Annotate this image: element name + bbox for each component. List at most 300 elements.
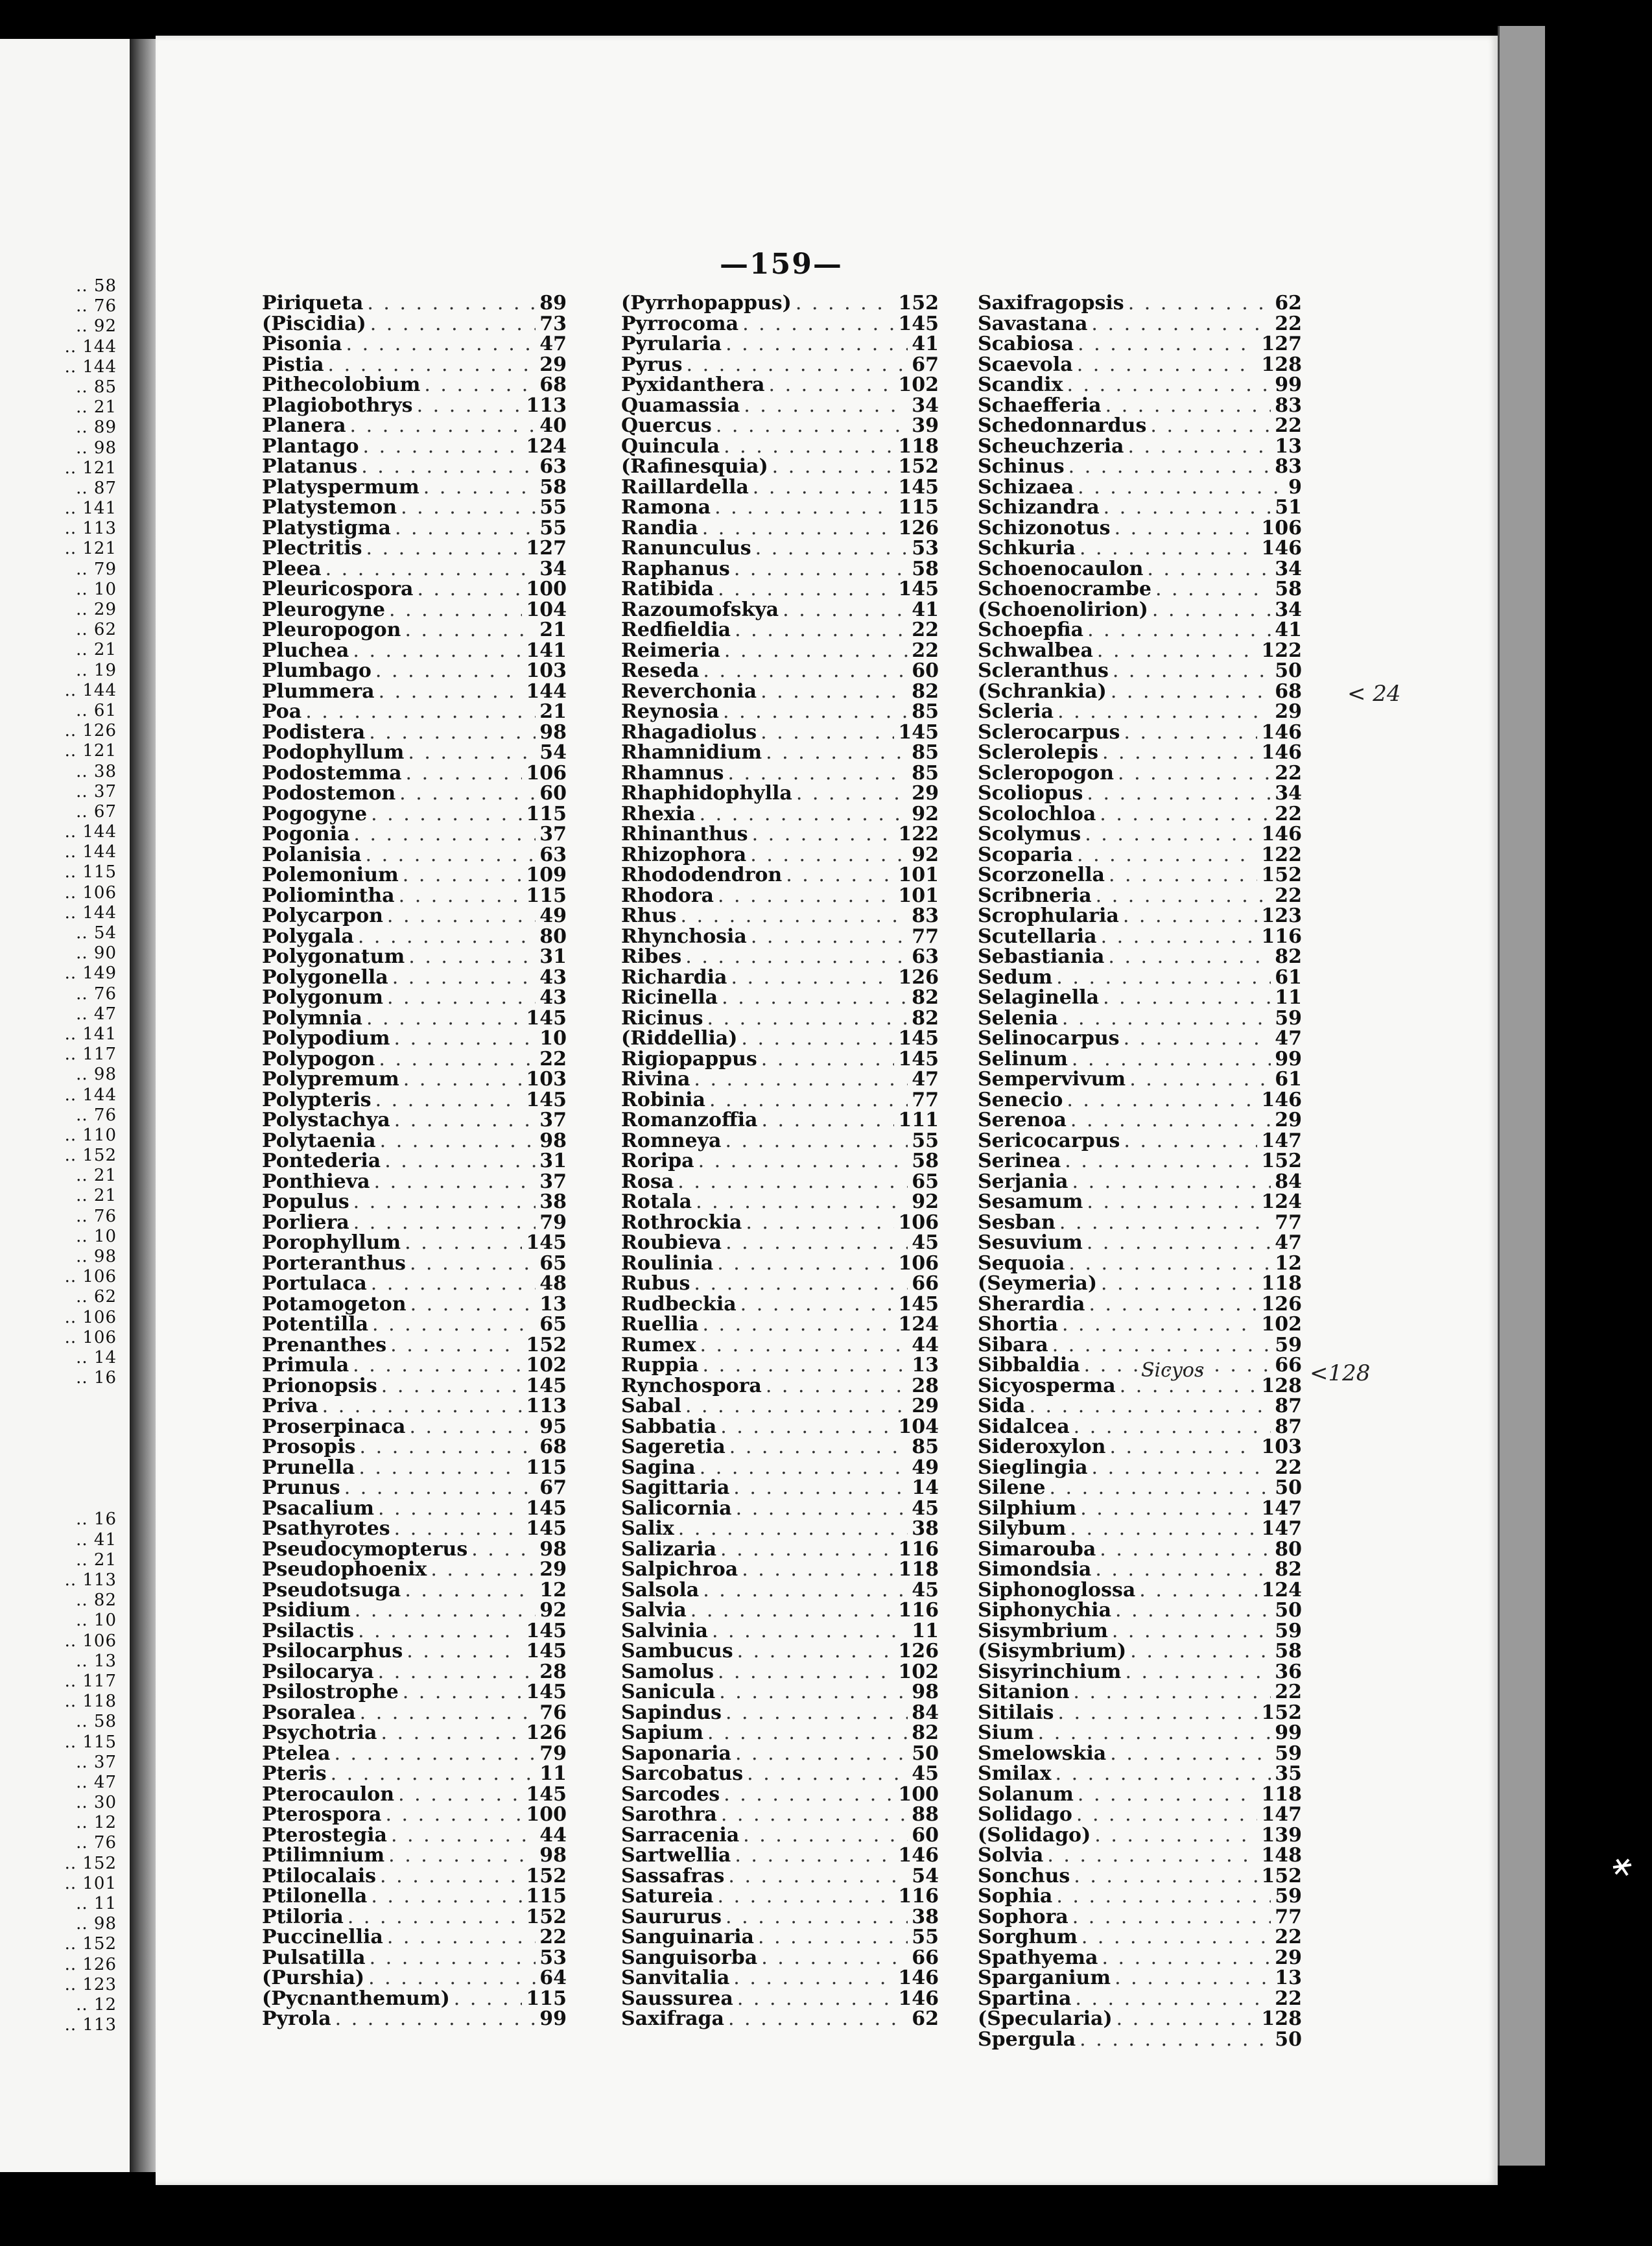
leader-dots bbox=[1078, 334, 1257, 355]
entry-page: 76 bbox=[539, 1701, 567, 1724]
index-entry bbox=[621, 804, 939, 825]
entry-name: Salvia bbox=[621, 1599, 687, 1622]
left-page-number bbox=[6, 1429, 117, 1449]
entry-page: 118 bbox=[898, 1558, 939, 1581]
leader-dots bbox=[379, 1049, 536, 1070]
left-page-number: .. 152 bbox=[64, 1146, 117, 1166]
index-entry bbox=[621, 1478, 939, 1498]
leader-dots bbox=[328, 355, 536, 375]
index-entry bbox=[262, 1008, 567, 1029]
entry-name: Selinocarpus bbox=[978, 1027, 1120, 1050]
leader-dots bbox=[1092, 1458, 1271, 1478]
entry-page: 100 bbox=[526, 1803, 567, 1826]
entry-name: Sesban bbox=[978, 1211, 1056, 1234]
entry-page: 53 bbox=[539, 1946, 567, 1969]
entry-page: 104 bbox=[526, 598, 567, 621]
entry-page: 113 bbox=[526, 394, 567, 417]
entry-page: 145 bbox=[526, 1374, 567, 1397]
entry-name: Priva bbox=[262, 1395, 318, 1417]
left-page-number: .. 21 bbox=[76, 1186, 117, 1206]
entry-page: 147 bbox=[1261, 1129, 1302, 1152]
entry-name: Sium bbox=[978, 1721, 1034, 1744]
leader-dots bbox=[1111, 681, 1271, 702]
entry-name: Salizaria bbox=[621, 1537, 717, 1561]
entry-page: 63 bbox=[539, 843, 567, 866]
index-entry bbox=[262, 1212, 567, 1233]
leader-dots bbox=[737, 1641, 895, 1662]
entry-name: Prionopsis bbox=[262, 1374, 377, 1397]
entry-name: Sidalcea bbox=[978, 1415, 1070, 1438]
leader-dots bbox=[716, 416, 908, 436]
entry-page: 82 bbox=[912, 680, 939, 703]
entry-name: Primula bbox=[262, 1354, 349, 1377]
entry-page: 41 bbox=[1275, 619, 1302, 641]
leader-dots bbox=[678, 1172, 908, 1192]
dust-speck-icon bbox=[1611, 1856, 1634, 1879]
leader-dots bbox=[387, 1927, 536, 1948]
entry-name: Sparganium bbox=[978, 1967, 1111, 1989]
entry-name: Polygonatum bbox=[262, 945, 405, 968]
leader-dots bbox=[1029, 1396, 1271, 1417]
entry-page: 58 bbox=[912, 1150, 939, 1172]
left-page-number: .. 113 bbox=[64, 1570, 117, 1590]
entry-name: Pyrularia bbox=[621, 333, 722, 355]
index-entry bbox=[621, 1131, 939, 1152]
index-entry bbox=[262, 1804, 567, 1825]
entry-name: Reverchonia bbox=[621, 680, 757, 703]
entry-page: 22 bbox=[912, 639, 939, 662]
entry-name: (Specularia) bbox=[978, 2007, 1113, 2030]
entry-name: Plummera bbox=[262, 680, 375, 703]
entry-page: 83 bbox=[1275, 394, 1302, 417]
leader-dots bbox=[346, 334, 536, 355]
leader-dots bbox=[1109, 865, 1257, 886]
entry-name: Sanguisorba bbox=[621, 1946, 758, 1969]
index-entry bbox=[262, 1090, 567, 1111]
leader-dots bbox=[1100, 804, 1271, 825]
index-entry bbox=[978, 1825, 1302, 1846]
entry-name: Spathyema bbox=[978, 1946, 1098, 1969]
entry-name: (Solidago) bbox=[978, 1823, 1091, 1847]
entry-name: Rhizophora bbox=[621, 843, 747, 866]
entry-name: Pseudotsuga bbox=[262, 1578, 401, 1602]
leader-dots bbox=[1049, 1478, 1271, 1498]
entry-name: Sorghum bbox=[978, 1926, 1078, 1948]
entry-page: 66 bbox=[912, 1946, 939, 1969]
entry-page: 99 bbox=[539, 2007, 567, 2030]
entry-name: Razoumofskya bbox=[621, 598, 779, 621]
index-entry bbox=[262, 804, 567, 825]
entry-name: Scoparia bbox=[978, 843, 1073, 866]
entry-page: 29 bbox=[539, 1558, 567, 1581]
leader-dots bbox=[1073, 1682, 1271, 1703]
leader-dots bbox=[1139, 1580, 1257, 1601]
leader-dots bbox=[703, 1580, 908, 1601]
leader-dots bbox=[766, 742, 908, 763]
entry-name: Sassafras bbox=[621, 1864, 725, 1887]
index-entry bbox=[621, 1458, 939, 1478]
leader-dots bbox=[1095, 1559, 1271, 1580]
entry-page: 59 bbox=[1275, 1619, 1302, 1642]
entry-name: Rothrockia bbox=[621, 1211, 742, 1234]
leader-dots bbox=[410, 1253, 536, 1274]
index-entry bbox=[978, 1621, 1302, 1642]
entry-page: 73 bbox=[539, 312, 567, 335]
entry-page: 80 bbox=[539, 925, 567, 948]
entry-page: 62 bbox=[912, 2007, 939, 2030]
leader-dots bbox=[1109, 1437, 1257, 1458]
index-entry bbox=[978, 396, 1302, 416]
index-entry bbox=[621, 1335, 939, 1356]
index-entry bbox=[978, 1641, 1302, 1662]
entry-name: Satureia bbox=[621, 1885, 714, 1908]
index-entry bbox=[621, 396, 939, 416]
entry-page: 146 bbox=[1261, 720, 1302, 744]
leader-dots bbox=[698, 1151, 908, 1172]
leader-dots bbox=[707, 1008, 908, 1029]
index-entry bbox=[262, 702, 567, 722]
entry-page: 47 bbox=[1275, 1027, 1302, 1050]
leader-dots bbox=[761, 681, 908, 702]
entry-page: 102 bbox=[526, 1354, 567, 1377]
index-entry bbox=[621, 1069, 939, 1090]
leader-dots bbox=[1056, 967, 1271, 988]
index-entry bbox=[262, 661, 567, 681]
entry-page: 147 bbox=[1261, 1803, 1302, 1826]
entry-page: 68 bbox=[1275, 680, 1302, 703]
entry-page: 77 bbox=[912, 1088, 939, 1111]
entry-page: 100 bbox=[526, 578, 567, 600]
entry-page: 59 bbox=[1275, 1742, 1302, 1765]
leader-dots bbox=[380, 1131, 536, 1152]
leader-dots bbox=[1105, 396, 1271, 416]
entry-name: Pleuricospora bbox=[262, 578, 414, 600]
leader-dots bbox=[724, 436, 894, 457]
leader-dots bbox=[1078, 1784, 1257, 1805]
index-entry bbox=[978, 416, 1302, 436]
index-entry bbox=[262, 538, 567, 559]
entry-page: 82 bbox=[1275, 1558, 1302, 1581]
index-entry bbox=[621, 927, 939, 947]
index-entry bbox=[262, 436, 567, 457]
entry-name: Salsola bbox=[621, 1578, 700, 1602]
entry-page: 126 bbox=[898, 965, 939, 989]
entry-name: Silphium bbox=[978, 1496, 1077, 1520]
leader-dots bbox=[366, 538, 523, 559]
leader-dots bbox=[786, 865, 894, 886]
index-entry bbox=[978, 742, 1302, 763]
entry-name: Richardia bbox=[621, 965, 727, 989]
entry-page: 145 bbox=[526, 1782, 567, 1806]
entry-name: Sageretia bbox=[621, 1436, 726, 1458]
left-page-number: .. 101 bbox=[64, 1873, 117, 1893]
index-entry bbox=[978, 334, 1302, 355]
index-entry bbox=[978, 579, 1302, 600]
index-entry bbox=[978, 375, 1302, 396]
entry-name: Platystemon bbox=[262, 496, 397, 519]
index-entry bbox=[262, 1723, 567, 1744]
leader-dots bbox=[685, 1396, 908, 1417]
leader-dots bbox=[471, 1539, 536, 1560]
entry-name: Scolochloa bbox=[978, 802, 1096, 825]
entry-name: Polypogon bbox=[262, 1047, 375, 1070]
index-entry bbox=[621, 722, 939, 743]
index-entry bbox=[621, 1090, 939, 1111]
entry-page: 85 bbox=[912, 741, 939, 764]
entry-name: Prunella bbox=[262, 1456, 355, 1479]
index-entry bbox=[262, 1172, 567, 1192]
entry-page: 111 bbox=[898, 1109, 939, 1131]
leader-dots bbox=[722, 987, 908, 1008]
index-entry bbox=[978, 1212, 1302, 1233]
left-page-number: .. 38 bbox=[76, 761, 117, 781]
entry-page: 98 bbox=[539, 1844, 567, 1867]
entry-page: 53 bbox=[912, 537, 939, 560]
entry-name: Porophyllum bbox=[262, 1231, 401, 1254]
leader-dots bbox=[417, 579, 522, 600]
leader-dots bbox=[769, 375, 895, 396]
entry-name: Pterospora bbox=[262, 1803, 382, 1826]
leader-dots bbox=[335, 2009, 536, 2029]
entry-name: Salicornia bbox=[621, 1496, 732, 1520]
leader-dots bbox=[746, 1212, 894, 1233]
entry-page: 77 bbox=[1275, 1905, 1302, 1928]
leader-dots bbox=[723, 702, 908, 722]
entry-name: Pontederia bbox=[262, 1150, 381, 1172]
entry-name: Silybum bbox=[978, 1517, 1067, 1540]
leader-dots bbox=[372, 1314, 536, 1335]
entry-page: 22 bbox=[1275, 802, 1302, 825]
index-entry bbox=[262, 579, 567, 600]
entry-page: 87 bbox=[1275, 1395, 1302, 1417]
entry-page: 104 bbox=[898, 1415, 939, 1438]
entry-page: 98 bbox=[539, 720, 567, 744]
handwritten-note-sicyos: <128 bbox=[1310, 1360, 1371, 1386]
entry-name: Plectritis bbox=[262, 537, 362, 560]
entry-page: 146 bbox=[898, 1987, 939, 2010]
index-entry bbox=[262, 1600, 567, 1621]
entry-page: 102 bbox=[898, 1660, 939, 1683]
leader-dots bbox=[405, 1233, 522, 1253]
leader-dots bbox=[694, 1273, 908, 1294]
index-entry bbox=[978, 1764, 1302, 1784]
index-entry bbox=[978, 804, 1302, 825]
entry-name: Siphonychia bbox=[978, 1599, 1112, 1622]
index-entry bbox=[621, 845, 939, 866]
index-column-1 bbox=[262, 293, 567, 2029]
entry-name: Rumex bbox=[621, 1333, 696, 1356]
index-entry bbox=[262, 824, 567, 845]
index-entry bbox=[621, 641, 939, 661]
entry-name: Ribes bbox=[621, 945, 682, 968]
leader-dots bbox=[1087, 783, 1271, 804]
leader-dots bbox=[390, 1335, 522, 1356]
left-page-number: .. 47 bbox=[76, 1772, 117, 1792]
leader-dots bbox=[1123, 906, 1258, 927]
leader-dots bbox=[1078, 477, 1284, 498]
entry-page: 58 bbox=[1275, 578, 1302, 600]
leader-dots bbox=[353, 1355, 522, 1376]
index-entry bbox=[621, 1008, 939, 1029]
entry-name: Pluchea bbox=[262, 639, 349, 662]
entry-page: 92 bbox=[912, 1190, 939, 1213]
index-entry bbox=[978, 436, 1302, 457]
entry-page: 29 bbox=[912, 1395, 939, 1417]
entry-page: 51 bbox=[1275, 496, 1302, 519]
leader-dots bbox=[761, 722, 894, 743]
index-entry bbox=[978, 763, 1302, 784]
index-entry bbox=[621, 702, 939, 722]
index-entry bbox=[978, 293, 1302, 314]
leader-dots bbox=[1080, 538, 1257, 559]
index-entry bbox=[621, 375, 939, 396]
leader-dots bbox=[348, 1907, 523, 1928]
index-entry bbox=[978, 1866, 1302, 1887]
leader-dots bbox=[1072, 1172, 1271, 1192]
leader-dots bbox=[1065, 1151, 1257, 1172]
entry-name: Pyrrocoma bbox=[621, 312, 739, 335]
entry-page: 152 bbox=[1261, 1864, 1302, 1887]
leader-dots bbox=[1102, 742, 1257, 763]
index-entry bbox=[978, 1396, 1302, 1417]
entry-page: 115 bbox=[526, 1456, 567, 1479]
entry-page: 22 bbox=[1275, 414, 1302, 437]
leader-dots bbox=[380, 1866, 522, 1887]
entry-name: Sanguinaria bbox=[621, 1926, 754, 1948]
index-entry bbox=[262, 1764, 567, 1784]
entry-name: Platyspermum bbox=[262, 475, 419, 499]
index-entry bbox=[262, 681, 567, 702]
index-entry bbox=[978, 1151, 1302, 1172]
leader-dots bbox=[371, 1273, 536, 1294]
leader-dots bbox=[696, 1192, 908, 1212]
entry-name: Rhexia bbox=[621, 802, 696, 825]
index-entry bbox=[978, 1131, 1302, 1152]
entry-page: 145 bbox=[898, 1047, 939, 1070]
entry-name: Populus bbox=[262, 1190, 349, 1213]
index-entry bbox=[262, 1314, 567, 1335]
left-page-number: .. 98 bbox=[76, 438, 117, 458]
entry-name: Polanisia bbox=[262, 843, 362, 866]
index-entry bbox=[978, 1723, 1302, 1744]
index-entry bbox=[621, 865, 939, 886]
page-edge bbox=[1498, 26, 1545, 2166]
entry-name: Schkuria bbox=[978, 537, 1076, 560]
entry-name: Rubus bbox=[621, 1272, 690, 1295]
left-page-number bbox=[6, 1388, 117, 1408]
leader-dots bbox=[384, 1151, 536, 1172]
index-entry bbox=[262, 906, 567, 927]
leader-dots bbox=[350, 416, 536, 436]
entry-page: 64 bbox=[539, 1967, 567, 1989]
entry-name: Selinum bbox=[978, 1047, 1068, 1070]
entry-page: 11 bbox=[1275, 986, 1302, 1009]
leader-dots bbox=[1056, 1886, 1271, 1907]
leader-dots bbox=[733, 1478, 908, 1498]
entry-name: Pyrola bbox=[262, 2007, 331, 2030]
entry-page: 152 bbox=[1261, 1701, 1302, 1724]
index-entry bbox=[978, 1458, 1302, 1478]
index-entry bbox=[262, 1335, 567, 1356]
index-entry bbox=[621, 1273, 939, 1294]
index-entry bbox=[978, 1028, 1302, 1049]
entry-page: 41 bbox=[912, 333, 939, 355]
entry-page: 88 bbox=[912, 1803, 939, 1826]
entry-page: 59 bbox=[1275, 1885, 1302, 1908]
leader-dots bbox=[719, 1682, 908, 1703]
index-entry bbox=[262, 2009, 567, 2029]
entry-page: 43 bbox=[539, 965, 567, 989]
leader-dots bbox=[367, 293, 536, 314]
leader-dots bbox=[678, 1519, 908, 1539]
entry-page: 34 bbox=[1275, 598, 1302, 621]
entry-page: 45 bbox=[912, 1231, 939, 1254]
index-entry bbox=[621, 947, 939, 967]
leader-dots bbox=[1129, 1069, 1271, 1090]
left-page-number bbox=[6, 1469, 117, 1489]
leader-dots bbox=[379, 681, 523, 702]
leader-dots bbox=[1062, 1008, 1271, 1029]
entry-name: Pterostegia bbox=[262, 1823, 387, 1847]
entry-name: Puccinellia bbox=[262, 1926, 383, 1948]
entry-name: Schwalbea bbox=[978, 639, 1093, 662]
leader-dots bbox=[361, 456, 536, 477]
entry-page: 123 bbox=[1261, 904, 1302, 927]
entry-page: 55 bbox=[539, 496, 567, 519]
index-entry bbox=[978, 1335, 1302, 1356]
entry-name: Sclerocarpus bbox=[978, 720, 1120, 744]
entry-page: 99 bbox=[1275, 1047, 1302, 1070]
entry-page: 65 bbox=[539, 1251, 567, 1275]
left-page-number: .. 121 bbox=[64, 458, 117, 478]
entry-page: 152 bbox=[1261, 864, 1302, 886]
entry-name: (Purshia) bbox=[262, 1967, 365, 1989]
leader-dots bbox=[1096, 886, 1271, 906]
leader-dots bbox=[1152, 600, 1271, 621]
left-page-number: .. 106 bbox=[64, 1267, 117, 1287]
entry-page: 61 bbox=[1275, 965, 1302, 989]
entry-name: Selenia bbox=[978, 1006, 1058, 1030]
left-page-number: .. 117 bbox=[64, 1045, 117, 1065]
index-entry bbox=[262, 1131, 567, 1152]
entry-page: 44 bbox=[912, 1333, 939, 1356]
handwritten-note-scleria: < 24 bbox=[1347, 681, 1401, 707]
index-entry bbox=[262, 1458, 567, 1478]
entry-name: Sarcobatus bbox=[621, 1762, 744, 1785]
index-entry bbox=[262, 1989, 567, 2009]
leader-dots bbox=[726, 334, 908, 355]
leader-dots bbox=[750, 845, 908, 866]
leader-dots bbox=[1047, 1845, 1257, 1866]
index-entry bbox=[978, 1682, 1302, 1703]
entry-name: Sedum bbox=[978, 965, 1053, 989]
index-entry bbox=[262, 1907, 567, 1928]
leader-dots bbox=[720, 1417, 894, 1437]
left-page-number: .. 47 bbox=[76, 1004, 117, 1024]
entry-name: Serjania bbox=[978, 1170, 1068, 1193]
leader-dots bbox=[685, 947, 908, 967]
index-entry bbox=[262, 1559, 567, 1580]
entry-name: Scribneria bbox=[978, 884, 1092, 907]
left-page-number: .. 12 bbox=[76, 1994, 117, 2015]
index-entry bbox=[262, 1069, 567, 1090]
entry-page: 139 bbox=[1261, 1823, 1302, 1847]
entry-name: Platanus bbox=[262, 455, 358, 478]
leader-dots bbox=[392, 967, 536, 988]
left-page-number: .. 123 bbox=[64, 1974, 117, 1994]
entry-page: 49 bbox=[912, 1456, 939, 1479]
entry-name: Psilostrophe bbox=[262, 1681, 399, 1703]
